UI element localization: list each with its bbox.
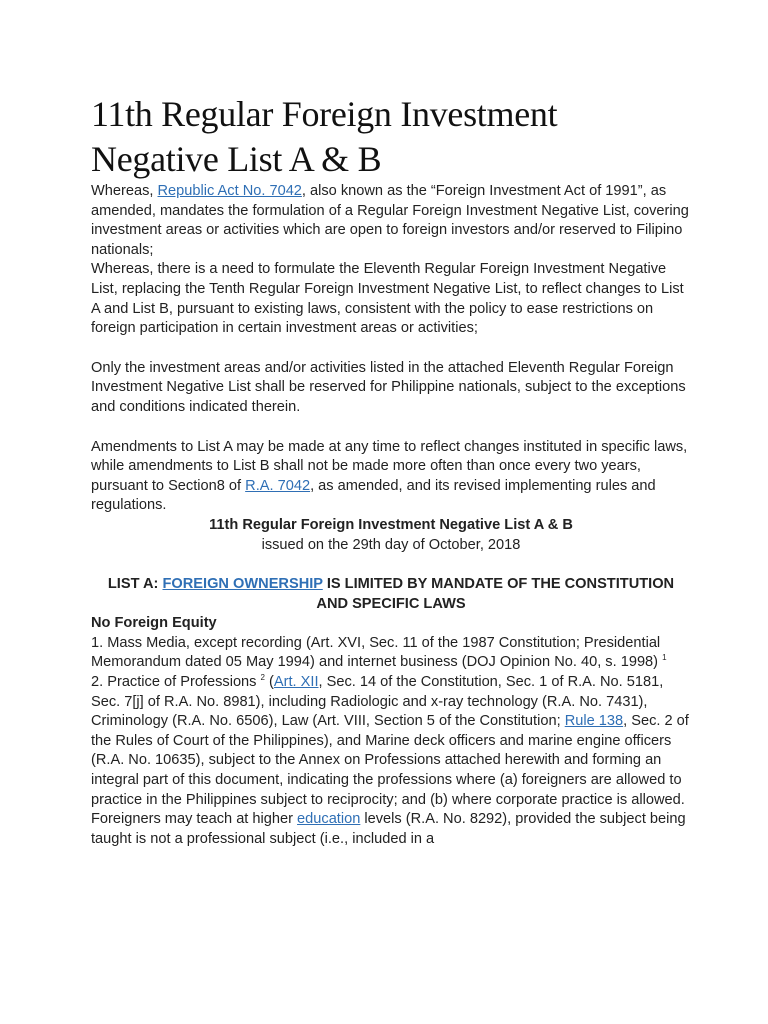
document-page: [91, 92, 691, 849]
rule-138-link[interactable]: Rule 138: [564, 713, 624, 730]
section-subtitle: 11th Regular Foreign Investment Negative List A & B: [209, 516, 573, 533]
education-link[interactable]: education: [297, 811, 361, 828]
item2-end: levels (R.A. No. 8292), provided the subject being taught is not a professional subject (i.e., included in a: [91, 811, 686, 847]
issued-date: issued on the 29th day of October, 2018: [261, 536, 521, 553]
list-a-heading-after: IS LIMITED BY MANDATE OF THE CONSTITUTION AND SPECIFIC LAWS: [316, 576, 675, 612]
document-title: [91, 92, 691, 182]
art-xii-link[interactable]: Art. XII: [273, 674, 319, 691]
paragraph-reserved-areas: Only the investment areas and/or activities listed in the attached Eleventh Regular Foreign Investment Negative List shall be reserved for Philippine nationals, subject to the exceptions and conditions indicated therein.: [91, 359, 686, 415]
list-a-heading: [91, 575, 691, 614]
p1-text-after: , also known as the “Foreign Investment Act of 1991”, as amended, mandates the formulation of a Regular Foreign Investment Negative List, covering investment areas or activities which are open to foreign investors and/or reserved to Filipino nationals;: [91, 183, 689, 258]
no-foreign-equity-heading: No Foreign Equity: [91, 615, 217, 632]
item1-text: 1. Mass Media, except recording (Art. XVI, Sec. 11 of the 1987 Constitution; Presidential Memorandum dated 05 May 1994) and internet business (DOJ Opinion No. 40, s. 1998): [91, 634, 661, 671]
item2-start: 2. Practice of Professions: [91, 674, 261, 691]
list-item-practice-of-professions: [91, 673, 691, 849]
title-line-1: 11th Regular Foreign Investment: [91, 94, 558, 134]
foreign-ownership-link[interactable]: FOREIGN OWNERSHIP: [162, 576, 323, 593]
spacer: [91, 339, 691, 359]
list-item-mass-media: [91, 634, 691, 673]
spacer: [91, 418, 691, 438]
spacer: [91, 555, 691, 575]
paragraph-whereas-1: [91, 182, 691, 260]
p4-text-before: Amendments to List A may be made at any time to reflect changes instituted in specific laws, while amendments to List B shall not be made more often than once every two years, pursuant to Section8 of: [91, 438, 688, 494]
title-line-2: Negative List A & B: [91, 139, 382, 179]
paragraph-amendments: [91, 438, 691, 516]
item2-mid2: , Sec. 2 of the Rules of Court of the Philippines), and Marine deck officers and marine engine officers (R.A. No. 10635), subject to the Annex on Professions attached herewith and forming an integral part of this document, indicating the professions where (a) foreigners are allowed to practice in the Philippines subject to reciprocity; and (b) where corporate practice is allowed. Foreigners may teach at higher: [91, 713, 689, 828]
p4-text-after: , as amended, and its revised implementing rules and regulations.: [91, 477, 656, 514]
ra-7042-link[interactable]: R.A. 7042: [245, 477, 311, 494]
footnote-marker-2: 2: [260, 673, 265, 683]
republic-act-link[interactable]: Republic Act No. 7042: [157, 183, 302, 199]
footnote-marker-1: 1: [662, 653, 667, 663]
item2-mid1: , Sec. 14 of the Constitution, Sec. 1 of R.A. No. 5181, Sec. 7[j] of R.A. No. 8981), including Radiologic and x-ray technology (R.A. No. 7431), Criminology (R.A. No. 6506), Law (Art. VIII, Section 5 of the Constitution;: [91, 674, 664, 730]
p1-text-before: Whereas,: [91, 183, 158, 199]
list-a-heading-before: LIST A:: [107, 576, 163, 593]
item2-open: (: [264, 674, 274, 691]
paragraph-whereas-2: Whereas, there is a need to formulate the Eleventh Regular Foreign Investment Negative List, replacing the Tenth Regular Foreign Investment Negative List, to reflect changes to List A and List B, pursuant to existing laws, consistent with the policy to ease restrictions on foreign participation in certain investment areas or activities;: [91, 261, 684, 337]
